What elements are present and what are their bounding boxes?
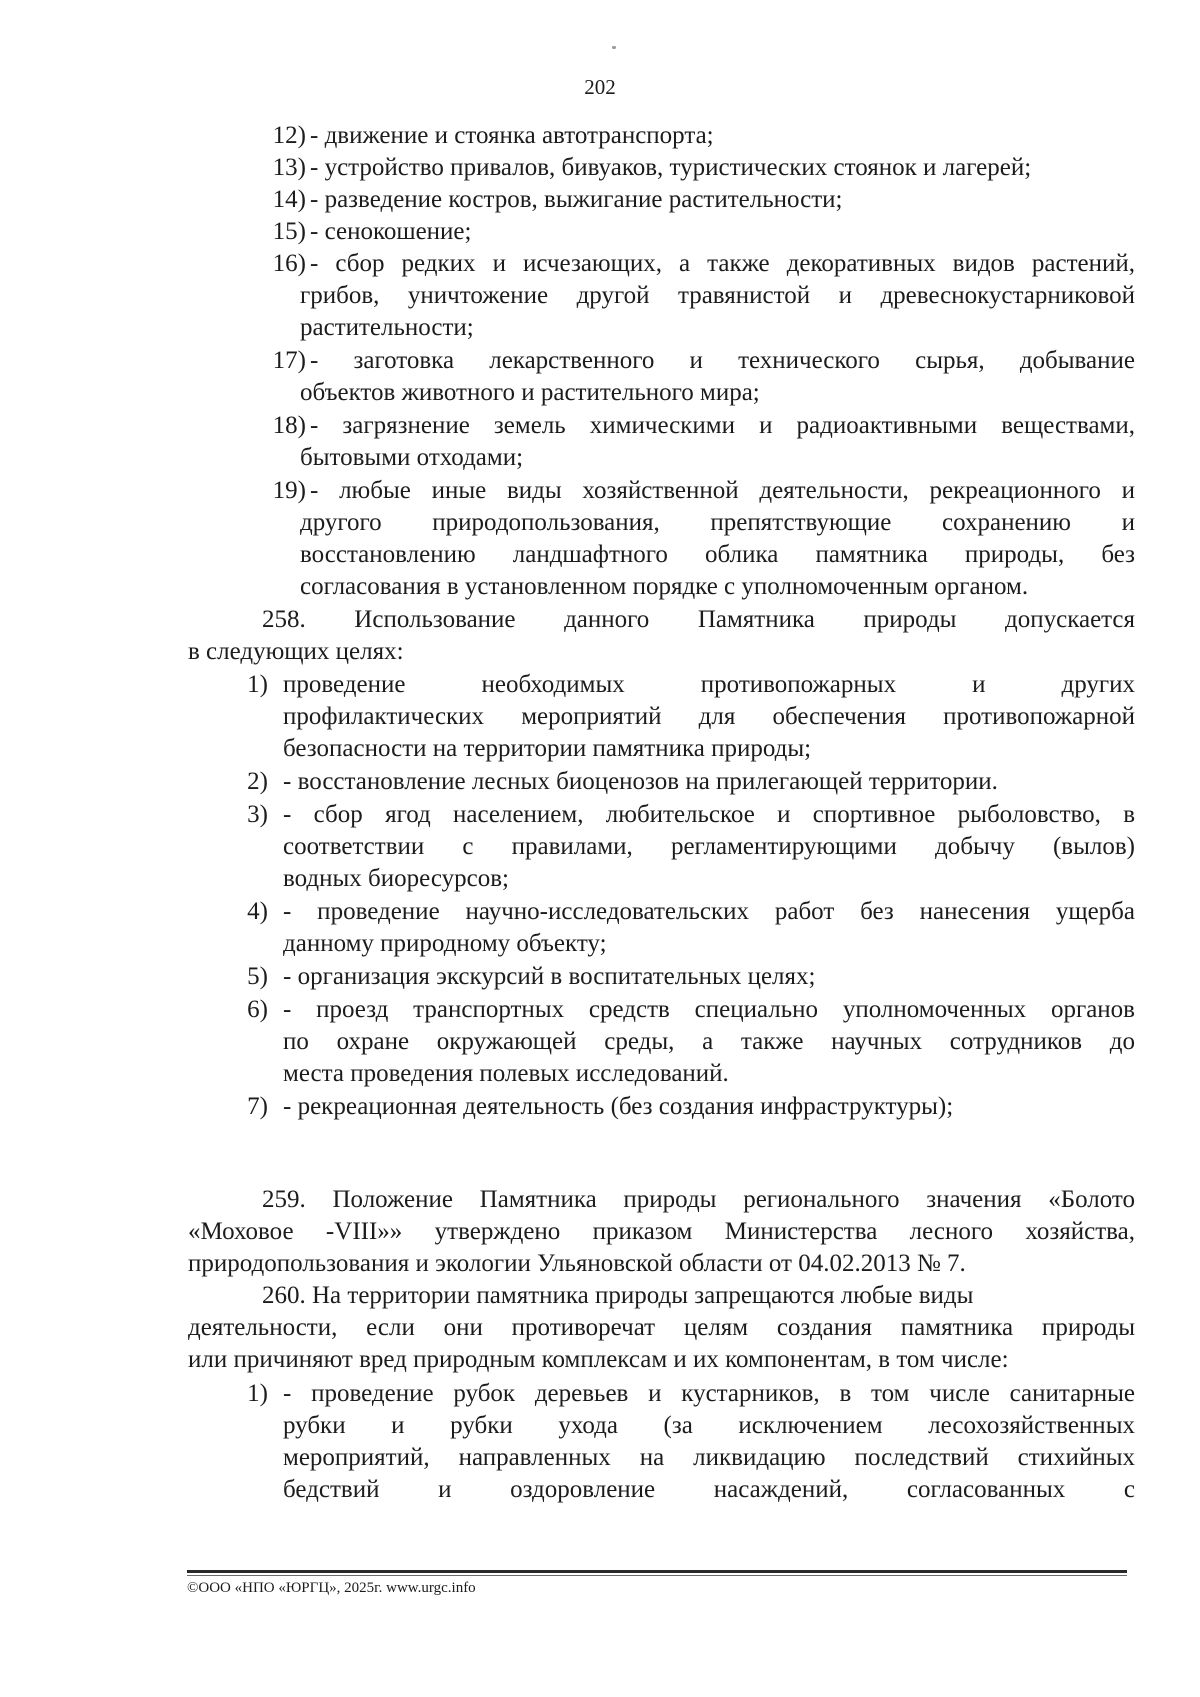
list-item-number: 3) bbox=[247, 801, 268, 828]
list-item-line: другого природопользования, препятствующие сохранению и bbox=[300, 509, 1135, 536]
list-item-line: - проезд транспортных средств специально уполномоченных органов bbox=[283, 996, 1135, 1023]
list-item-number: 15) bbox=[272, 218, 306, 245]
paragraph-259-line: природопользования и экологии Ульяновской области от 04.02.2013 № 7. bbox=[188, 1250, 966, 1277]
list-item-line: - рекреационная деятельность (без создания инфраструктуры); bbox=[283, 1093, 954, 1120]
footer-copyright: ©ООО «НПО «ЮРГЦ», 2025г. www.urgc.info bbox=[187, 1580, 476, 1596]
footer-divider bbox=[187, 1570, 1127, 1573]
list-item-number: 1) bbox=[247, 1380, 268, 1407]
list-item-line: - заготовка лекарственного и технического сырья, добывание bbox=[310, 347, 1135, 374]
list-item-line: - сенокошение; bbox=[310, 218, 472, 245]
list-item-number: 17) bbox=[272, 347, 306, 374]
list-item-line: - проведение научно-исследовательских работ без нанесения ущерба bbox=[283, 898, 1135, 925]
list-item-line: - проведение рубок деревьев и кустарников, в том числе санитарные bbox=[283, 1380, 1135, 1407]
list-item-number: 4) bbox=[247, 898, 268, 925]
list-item-line: - сбор редких и исчезающих, а также декоративных видов растений, bbox=[310, 250, 1135, 277]
list-item-line: - любые иные виды хозяйственной деятельности, рекреационного и bbox=[310, 477, 1135, 504]
list-item-line: - загрязнение земель химическими и радиоактивными веществами, bbox=[310, 412, 1135, 439]
list-item-line: бытовыми отходами; bbox=[300, 444, 524, 471]
paragraph-260-line: деятельности, если они противоречат целям создания памятника природы bbox=[188, 1314, 1135, 1341]
list-item-line: проведение необходимых противопожарных и других bbox=[283, 671, 1135, 698]
list-item-line: безопасности на территории памятника природы; bbox=[283, 735, 812, 762]
paragraph-258-line: в следующих целях: bbox=[188, 638, 404, 665]
list-item-number: 14) bbox=[272, 186, 306, 213]
list-item-line: соответствии с правилами, регламентирующими добычу (вылов) bbox=[283, 833, 1135, 860]
list-item-number: 1) bbox=[247, 671, 268, 698]
list-item-number: 13) bbox=[272, 154, 306, 181]
list-item-line: рубки и рубки ухода (за исключением лесохозяйственных bbox=[283, 1412, 1135, 1439]
list-item-line: бедствий и оздоровление насаждений, согласованных с bbox=[283, 1476, 1135, 1503]
footer-divider bbox=[187, 1575, 1127, 1576]
list-item-number: 2) bbox=[247, 768, 268, 795]
list-item-line: профилактических мероприятий для обеспечения противопожарной bbox=[283, 703, 1135, 730]
list-item-line: объектов животного и растительного мира; bbox=[300, 379, 760, 406]
paragraph-258-line: 258. Использование данного Памятника природы допускается bbox=[262, 606, 1135, 633]
list-item-number: 7) bbox=[247, 1093, 268, 1120]
list-item-number: 16) bbox=[272, 250, 306, 277]
list-item-line: - сбор ягод населением, любительское и спортивное рыболовство, в bbox=[283, 801, 1135, 828]
list-item-line: - движение и стоянка автотранспорта; bbox=[310, 122, 714, 149]
list-item-number: 5) bbox=[247, 963, 268, 990]
list-item-line: - восстановление лесных биоценозов на прилегающей территории. bbox=[283, 768, 998, 795]
list-item-number: 12) bbox=[272, 122, 306, 149]
list-item-line: грибов, уничтожение другой травянистой и древеснокустарниковой bbox=[300, 282, 1135, 309]
list-item-line: мероприятий, направленных на ликвидацию последствий стихийных bbox=[283, 1444, 1135, 1471]
list-item-number: 19) bbox=[272, 477, 306, 504]
list-item-number: 18) bbox=[272, 412, 306, 439]
scan-artifact bbox=[612, 46, 616, 49]
list-item-line: согласования в установленном порядке с уполномоченным органом. bbox=[300, 573, 1029, 600]
list-item-line: по охране окружающей среды, а также научных сотрудников до bbox=[283, 1028, 1135, 1055]
list-item-line: - устройство привалов, бивуаков, туристических стоянок и лагерей; bbox=[310, 154, 1032, 181]
list-item-line: места проведения полевых исследований. bbox=[283, 1060, 729, 1087]
paragraph-259-line: 259. Положение Памятника природы регионального значения «Болото bbox=[262, 1186, 1135, 1213]
list-item-line: данному природному объекту; bbox=[283, 930, 607, 957]
list-item-line: - разведение костров, выжигание растительности; bbox=[310, 186, 843, 213]
list-item-line: водных биоресурсов; bbox=[283, 865, 509, 892]
list-item-line: восстановлению ландшафтного облика памятника природы, без bbox=[300, 541, 1135, 568]
list-item-number: 6) bbox=[247, 996, 268, 1023]
paragraph-259-line: «Моховое -VIII»» утверждено приказом Министерства лесного хозяйства, bbox=[188, 1218, 1135, 1245]
list-item-line: растительности; bbox=[300, 314, 474, 341]
page-number: 202 bbox=[584, 75, 616, 99]
paragraph-260-line: или причиняют вред природным комплексам и их компонентам, в том числе: bbox=[188, 1346, 1009, 1373]
paragraph-260-line: 260. На территории памятника природы запрещаются любые виды bbox=[262, 1282, 974, 1309]
list-item-line: - организация экскурсий в воспитательных целях; bbox=[283, 963, 816, 990]
